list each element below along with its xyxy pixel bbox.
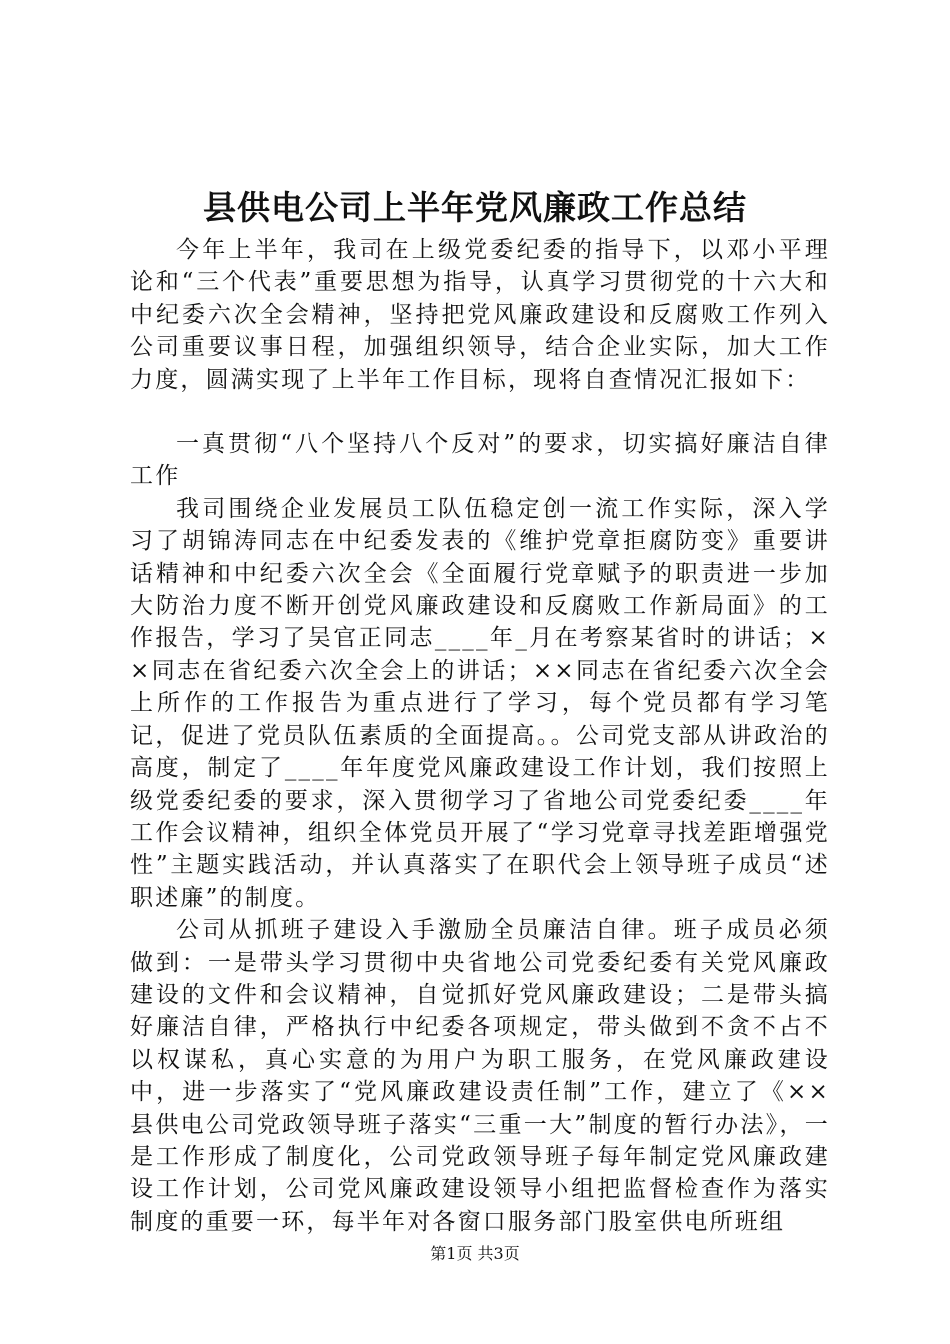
document-body — [130, 234, 830, 1238]
section-heading: 一真贯彻“八个坚持八个反对”的要求，切实搞好廉洁自律工作 — [130, 431, 830, 490]
document-title: 县供电公司上半年党风廉政工作总结 — [203, 188, 747, 227]
page-number-footer: 第1页 共3页 — [430, 1244, 520, 1263]
paragraph-study: 我司围绕企业发展员工队伍稳定创一流工作实际，深入学习了胡锦涛同志在中纪委发表的《维护党章拒腐防变》重要讲话精神和中纪委六次全会《全面履行党章赋予的职责进一步加大防治力度不断开创党风廉政建设和反腐败工作新局面》的工作报告，学习了吴官正同志____年_月在考察某省时的讲话；××同志在省纪委六次全会上的讲话；××同志在省纪委六次全会上所作的工作报告为重点进行了学习，每个党员都有学习笔记，促进了党员队伍素质的全面提高。。公司党支部从讲政治的高度，制定了____年年度党风廉政建设工作计划，我们按照上级党委纪委的要求，深入贯彻学习了省地公司党委纪委____年工作会议精神，组织全体党员开展了“学习党章寻找差距增强党性”主题实践活动，并认真落实了在职代会上领导班子成员“述职述廉”的制度。 — [130, 495, 830, 911]
paragraph-leadership: 公司从抓班子建设入手激励全员廉洁自律。班子成员必须做到：一是带头学习贯彻中央省地公司党委纪委有关党风廉政建设的文件和会议精神，自觉抓好党风廉政建设；二是带头搞好廉洁自律，严格执行中纪委各项规定，带头做到不贪不占不以权谋私，真心实意的为用户为职工服务，在党风廉政建设中，进一步落实了“党风廉政建设责任制”工作，建立了《××县供电公司党政领导班子落实“三重一大”制度的暂行办法》，一是工作形成了制度化，公司党政领导班子每年制定党风廉政建设工作计划，公司党风廉政建设领导小组把监督检查作为落实制度的重要一环，每半年对各窗口服务部门股室供电所班组 — [130, 917, 830, 1235]
paragraph-intro: 今年上半年，我司在上级党委纪委的指导下，以邓小平理论和“三个代表”重要思想为指导，认真学习贯彻党的十六大和中纪委六次全会精神，坚持把党风廉政建设和反腐败工作列入公司重要议事日程，加强组织领导，结合企业实际，加大工作力度，圆满实现了上半年工作目标，现将自查情况汇报如下： — [130, 237, 830, 393]
paragraph-spacer — [130, 396, 830, 428]
